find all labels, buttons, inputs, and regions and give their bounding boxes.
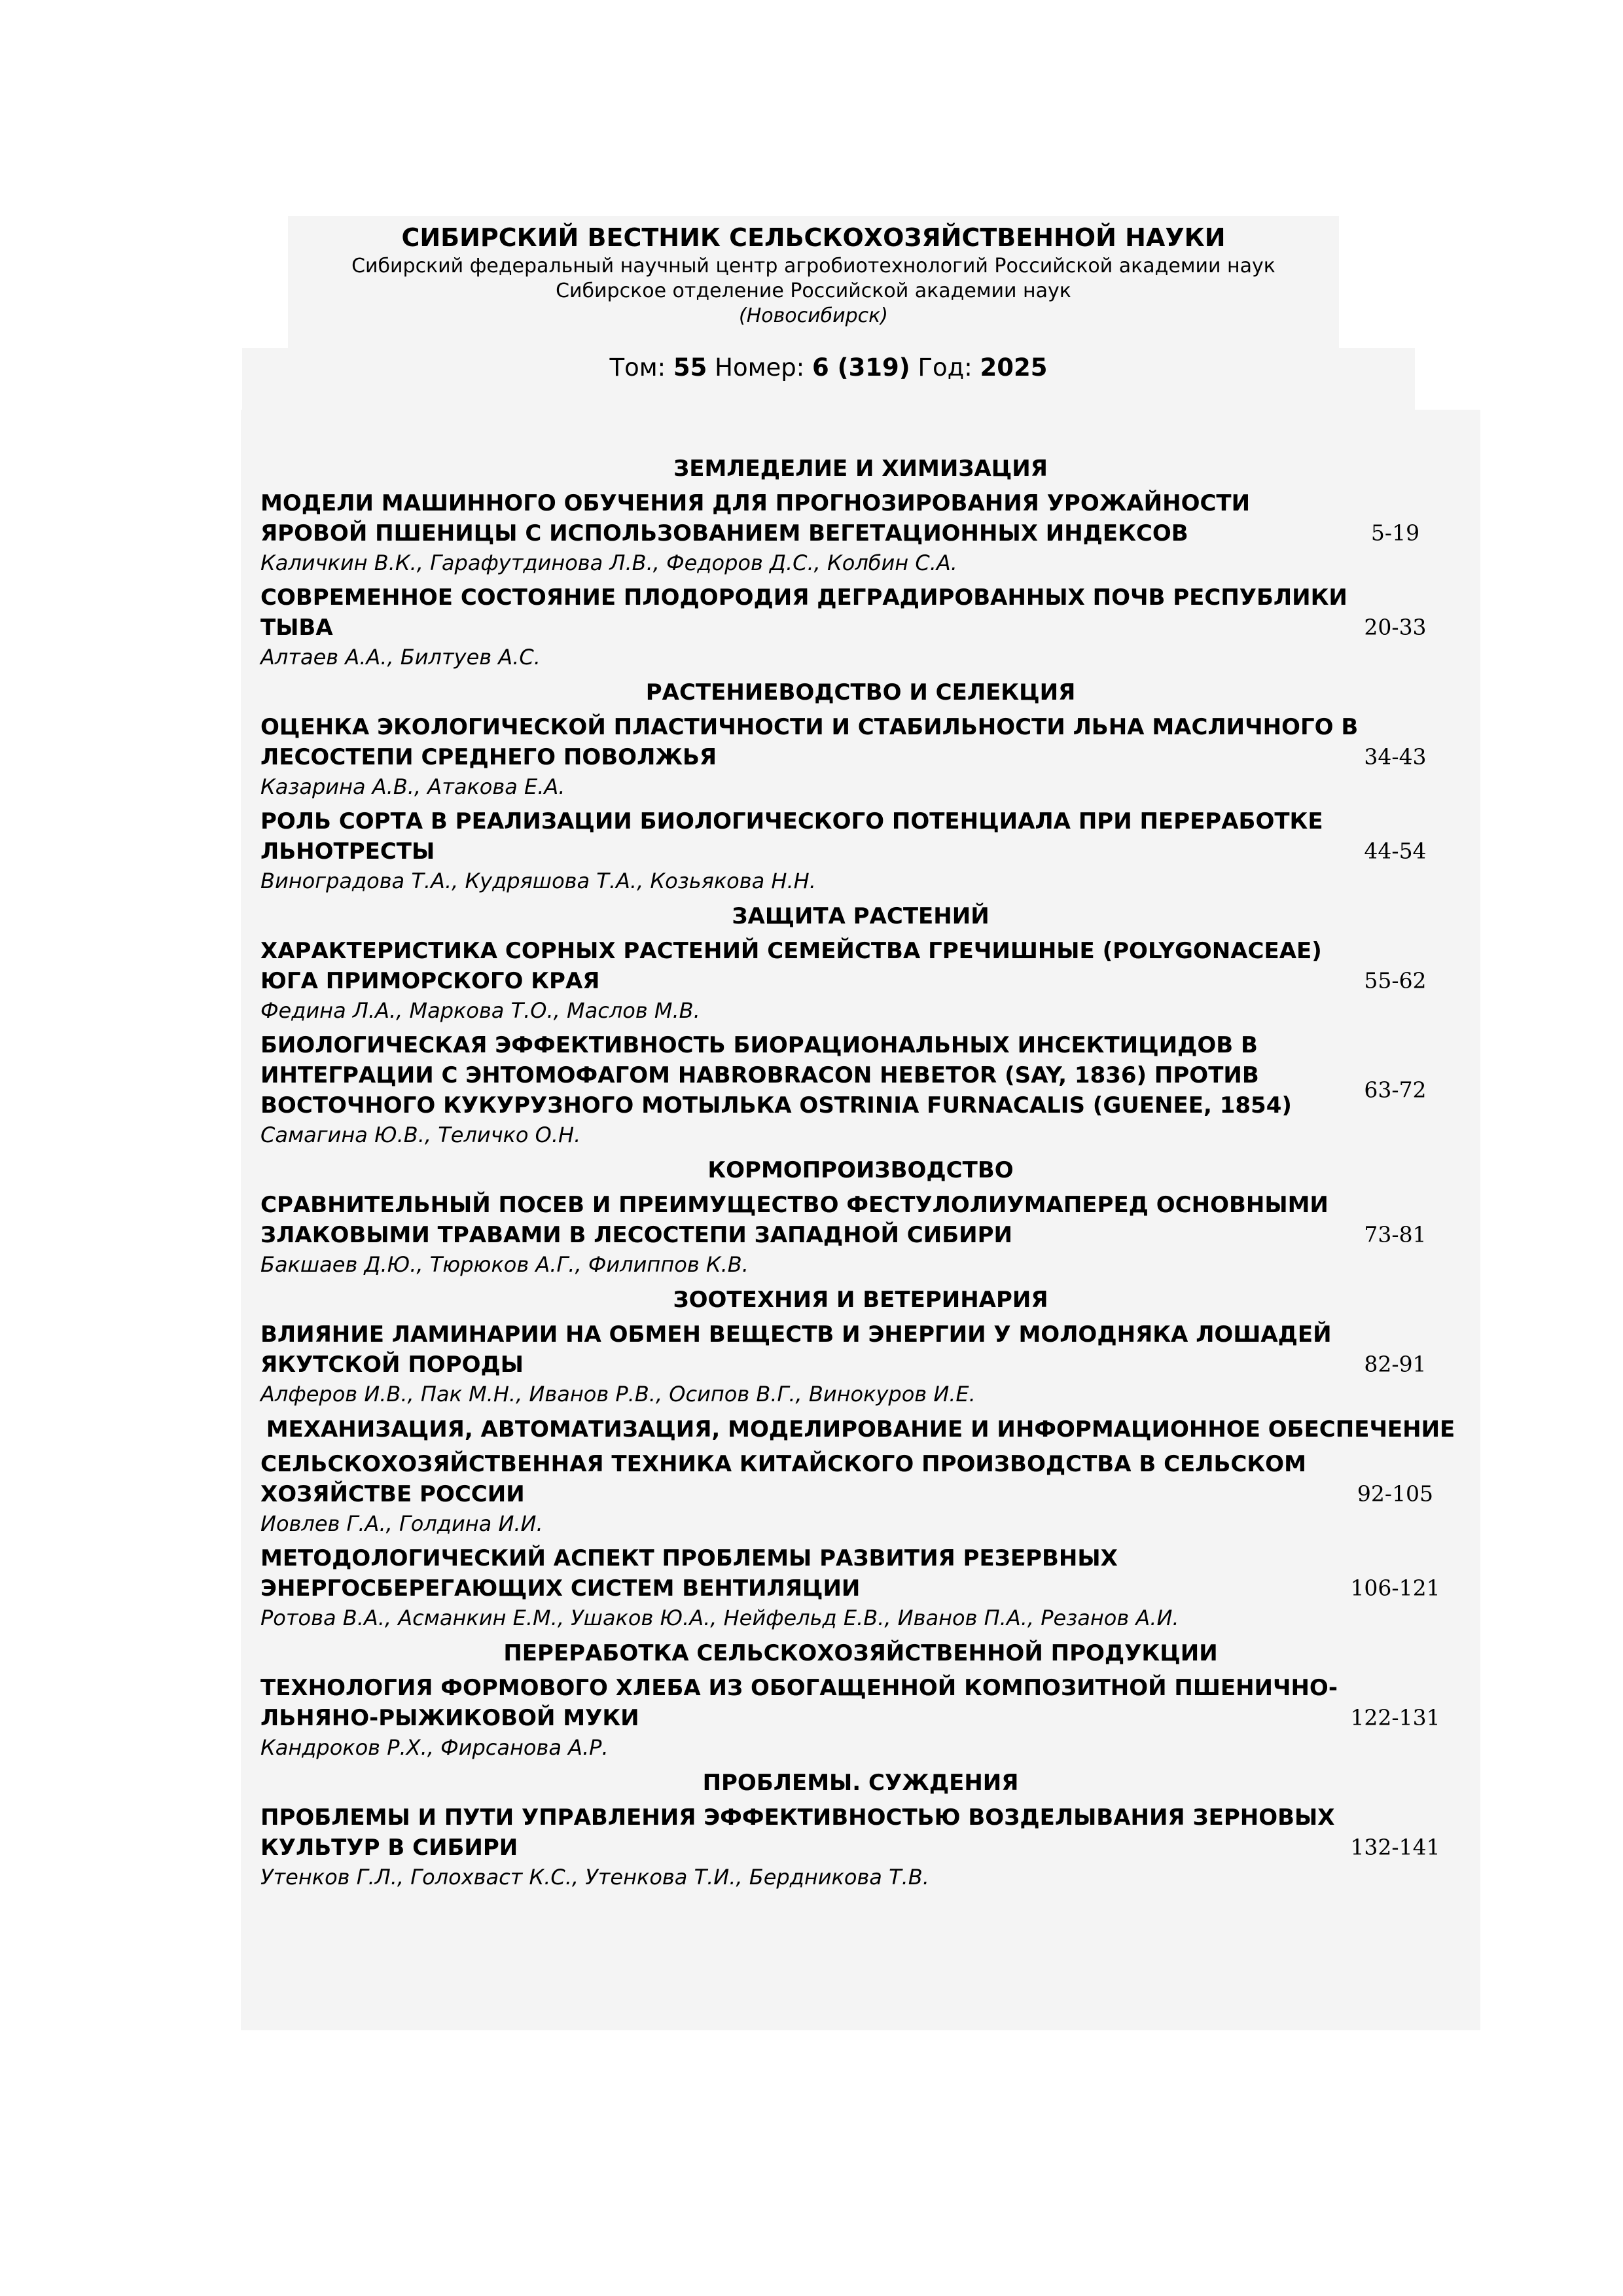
article-pages: 73-81 [1364, 1221, 1427, 1247]
toc-entry [241, 1449, 1480, 1538]
section-heading: РАСТЕНИЕВОДСТВО И СЕЛЕКЦИЯ [645, 679, 1076, 706]
year-value: 2025 [980, 353, 1048, 382]
entry-text [260, 936, 1360, 1025]
number-value: 6 (319) [812, 353, 910, 382]
article-pages: 92-105 [1357, 1480, 1434, 1507]
article-title: СОВРЕМЕННОЕ СОСТОЯНИЕ ПЛОДОРОДИЯ ДЕГРАДИРОВАННЫХ ПОЧВ РЕСПУБЛИКИ ТЫВА [260, 584, 1347, 641]
toc-entry [241, 1543, 1480, 1632]
journal-title: СИБИРСКИЙ ВЕСТНИК СЕЛЬСКОХОЗЯЙСТВЕННОЙ НАУКИ [401, 223, 1226, 252]
publisher-line-1: Сибирский федеральный научный центр агробиотехнологий Российской академии наук [351, 255, 1275, 278]
article-authors: Утенков Г.Л., Голохваст К.С., Утенкова Т.И., Бердникова Т.В. [260, 1865, 929, 1890]
article-authors: Федина Л.А., Маркова Т.О., Маслов М.В. [260, 998, 700, 1023]
article-authors: Алферов И.В., Пак М.Н., Иванов Р.В., Осипов В.Г., Винокуров И.Е. [260, 1382, 976, 1407]
article-title: ОЦЕНКА ЭКОЛОГИЧЕСКОЙ ПЛАСТИЧНОСТИ И СТАБИЛЬНОСТИ ЛЬНА МАСЛИЧНОГО В ЛЕСОСТЕПИ СРЕДНЕГО ПОВОЛЖЬЯ [260, 714, 1359, 770]
article-pages: 20-33 [1364, 614, 1427, 640]
toc-list [241, 449, 1480, 1897]
entry-text [260, 1449, 1360, 1538]
entry-text [260, 712, 1360, 801]
entry-text [260, 1673, 1360, 1762]
article-authors: Виноградова Т.А., Кудряшова Т.А., Козьякова Н.Н. [260, 869, 816, 893]
section-heading: ПЕРЕРАБОТКА СЕЛЬСКОХОЗЯЙСТВЕННОЙ ПРОДУКЦИИ [503, 1640, 1218, 1666]
toc-entry [241, 1803, 1480, 1892]
publisher-city: (Новосибирск) [738, 304, 888, 327]
section-heading: ЗАЩИТА РАСТЕНИЙ [732, 903, 990, 929]
entry-text [260, 1190, 1360, 1279]
toc-entry [241, 712, 1480, 801]
article-pages: 63-72 [1364, 1077, 1427, 1103]
article-title: ХАРАКТЕРИСТИКА СОРНЫХ РАСТЕНИЙ СЕМЕЙСТВА ГРЕЧИШНЫЕ (POLYGONACEAE) ЮГА ПРИМОРСКОГО КРАЯ [260, 938, 1322, 994]
toc-entry [241, 806, 1480, 895]
article-title: МОДЕЛИ МАШИННОГО ОБУЧЕНИЯ ДЛЯ ПРОГНОЗИРОВАНИЯ УРОЖАЙНОСТИ ЯРОВОЙ ПШЕНИЦЫ С ИСПОЛЬЗОВАНИЕМ ВЕГЕТАЦИОННЫХ ИНДЕКСОВ [260, 490, 1251, 547]
article-authors: Ротова В.А., Асманкин Е.М., Ушаков Ю.А., Нейфельд Е.В., Иванов П.А., Резанов А.И. [260, 1605, 1179, 1630]
section-heading: КОРМОПРОИЗВОДСТВО [707, 1157, 1014, 1183]
publisher-line-2: Сибирское отделение Российской академии наук [556, 279, 1071, 302]
article-authors: Кандроков Р.Х., Фирсанова А.Р. [260, 1735, 609, 1760]
article-pages: 106-121 [1350, 1575, 1440, 1601]
section-heading: МЕХАНИЗАЦИЯ, АВТОМАТИЗАЦИЯ, МОДЕЛИРОВАНИЕ И ИНФОРМАЦИОННОЕ ОБЕСПЕЧЕНИЕ [266, 1416, 1455, 1443]
year-label: Год: [918, 353, 972, 382]
article-title: РОЛЬ СОРТА В РЕАЛИЗАЦИИ БИОЛОГИЧЕСКОГО ПОТЕНЦИАЛА ПРИ ПЕРЕРАБОТКЕ ЛЬНОТРЕСТЫ [260, 808, 1323, 865]
article-pages: 44-54 [1364, 838, 1427, 864]
article-title: БИОЛОГИЧЕСКАЯ ЭФФЕКТИВНОСТЬ БИОРАЦИОНАЛЬНЫХ ИНСЕКТИЦИДОВ В ИНТЕГРАЦИИ С ЭНТОМОФАГОМ HABROBRACON HEBETOR (SAY, 1836) ПРОТИВ ВОСТОЧНОГО КУКУРУЗНОГО МОТЫЛЬКА OSTRINIA FURNACALIS (GUENEE, 1854) [260, 1032, 1292, 1119]
section-heading: ПРОБЛЕМЫ. СУЖДЕНИЯ [702, 1770, 1019, 1796]
toc-entry [241, 1030, 1480, 1149]
article-pages: 5-19 [1370, 520, 1420, 546]
article-title: ВЛИЯНИЕ ЛАМИНАРИИ НА ОБМЕН ВЕЩЕСТВ И ЭНЕРГИИ У МОЛОДНЯКА ЛОШАДЕЙ ЯКУТСКОЙ ПОРОДЫ [260, 1321, 1332, 1378]
article-pages: 82-91 [1364, 1351, 1427, 1377]
article-authors: Казарина А.В., Атакова Е.А. [260, 774, 565, 799]
table-of-contents [241, 410, 1480, 2030]
toc-entry [241, 1319, 1480, 1408]
entry-text [260, 1543, 1360, 1632]
entry-text [260, 1803, 1360, 1892]
entry-text [260, 583, 1360, 672]
volume-label: Том: [609, 353, 666, 382]
toc-entry [241, 1673, 1480, 1762]
article-pages: 34-43 [1364, 744, 1427, 770]
article-title: ТЕХНОЛОГИЯ ФОРМОВОГО ХЛЕБА ИЗ ОБОГАЩЕННОЙ КОМПОЗИТНОЙ ПШЕНИЧНО-ЛЬНЯНО-РЫЖИКОВОЙ МУКИ [260, 1675, 1338, 1731]
section-heading: ЗЕМЛЕДЕЛИЕ И ХИМИЗАЦИЯ [673, 456, 1048, 482]
number-label: Номер: [715, 353, 805, 382]
article-authors: Алтаев А.А., Билтуев А.С. [260, 645, 541, 670]
entry-text [260, 1030, 1360, 1149]
entry-text [260, 488, 1360, 577]
article-authors: Каличкин В.К., Гарафутдинова Л.В., Федоров Д.С., Колбин С.А. [260, 550, 957, 575]
section-heading: ЗООТЕХНИЯ И ВЕТЕРИНАРИЯ [673, 1287, 1048, 1313]
toc-entry [241, 936, 1480, 1025]
article-pages: 122-131 [1350, 1704, 1440, 1731]
article-authors: Самагина Ю.В., Теличко О.Н. [260, 1122, 581, 1147]
article-title: СРАВНИТЕЛЬНЫЙ ПОСЕВ И ПРЕИМУЩЕСТВО ФЕСТУЛОЛИУМАПЕРЕД ОСНОВНЫМИ ЗЛАКОВЫМИ ТРАВАМИ В ЛЕСОСТЕПИ ЗАПАДНОЙ СИБИРИ [260, 1192, 1329, 1248]
article-title: ПРОБЛЕМЫ И ПУТИ УПРАВЛЕНИЯ ЭФФЕКТИВНОСТЬЮ ВОЗДЕЛЫВАНИЯ ЗЕРНОВЫХ КУЛЬТУР В СИБИРИ [260, 1804, 1335, 1861]
toc-entry [241, 488, 1480, 577]
article-pages: 55-62 [1364, 967, 1427, 994]
article-title: СЕЛЬСКОХОЗЯЙСТВЕННАЯ ТЕХНИКА КИТАЙСКОГО ПРОИЗВОДСТВА В СЕЛЬСКОМ ХОЗЯЙСТВЕ РОССИИ [260, 1451, 1306, 1507]
journal-header [288, 216, 1339, 348]
article-pages: 132-141 [1350, 1834, 1440, 1860]
article-title: МЕТОДОЛОГИЧЕСКИЙ АСПЕКТ ПРОБЛЕМЫ РАЗВИТИЯ РЕЗЕРВНЫХ ЭНЕРГОСБЕРЕГАЮЩИХ СИСТЕМ ВЕНТИЛЯЦИИ [260, 1545, 1118, 1602]
issue-info [242, 348, 1415, 410]
entry-text [260, 806, 1360, 895]
toc-entry [241, 583, 1480, 672]
entry-text [260, 1319, 1360, 1408]
toc-entry [241, 1190, 1480, 1279]
volume-value: 55 [673, 353, 707, 382]
article-authors: Иовлев Г.А., Голдина И.И. [260, 1511, 543, 1536]
article-authors: Бакшаев Д.Ю., Тюрюков А.Г., Филиппов К.В. [260, 1252, 749, 1277]
